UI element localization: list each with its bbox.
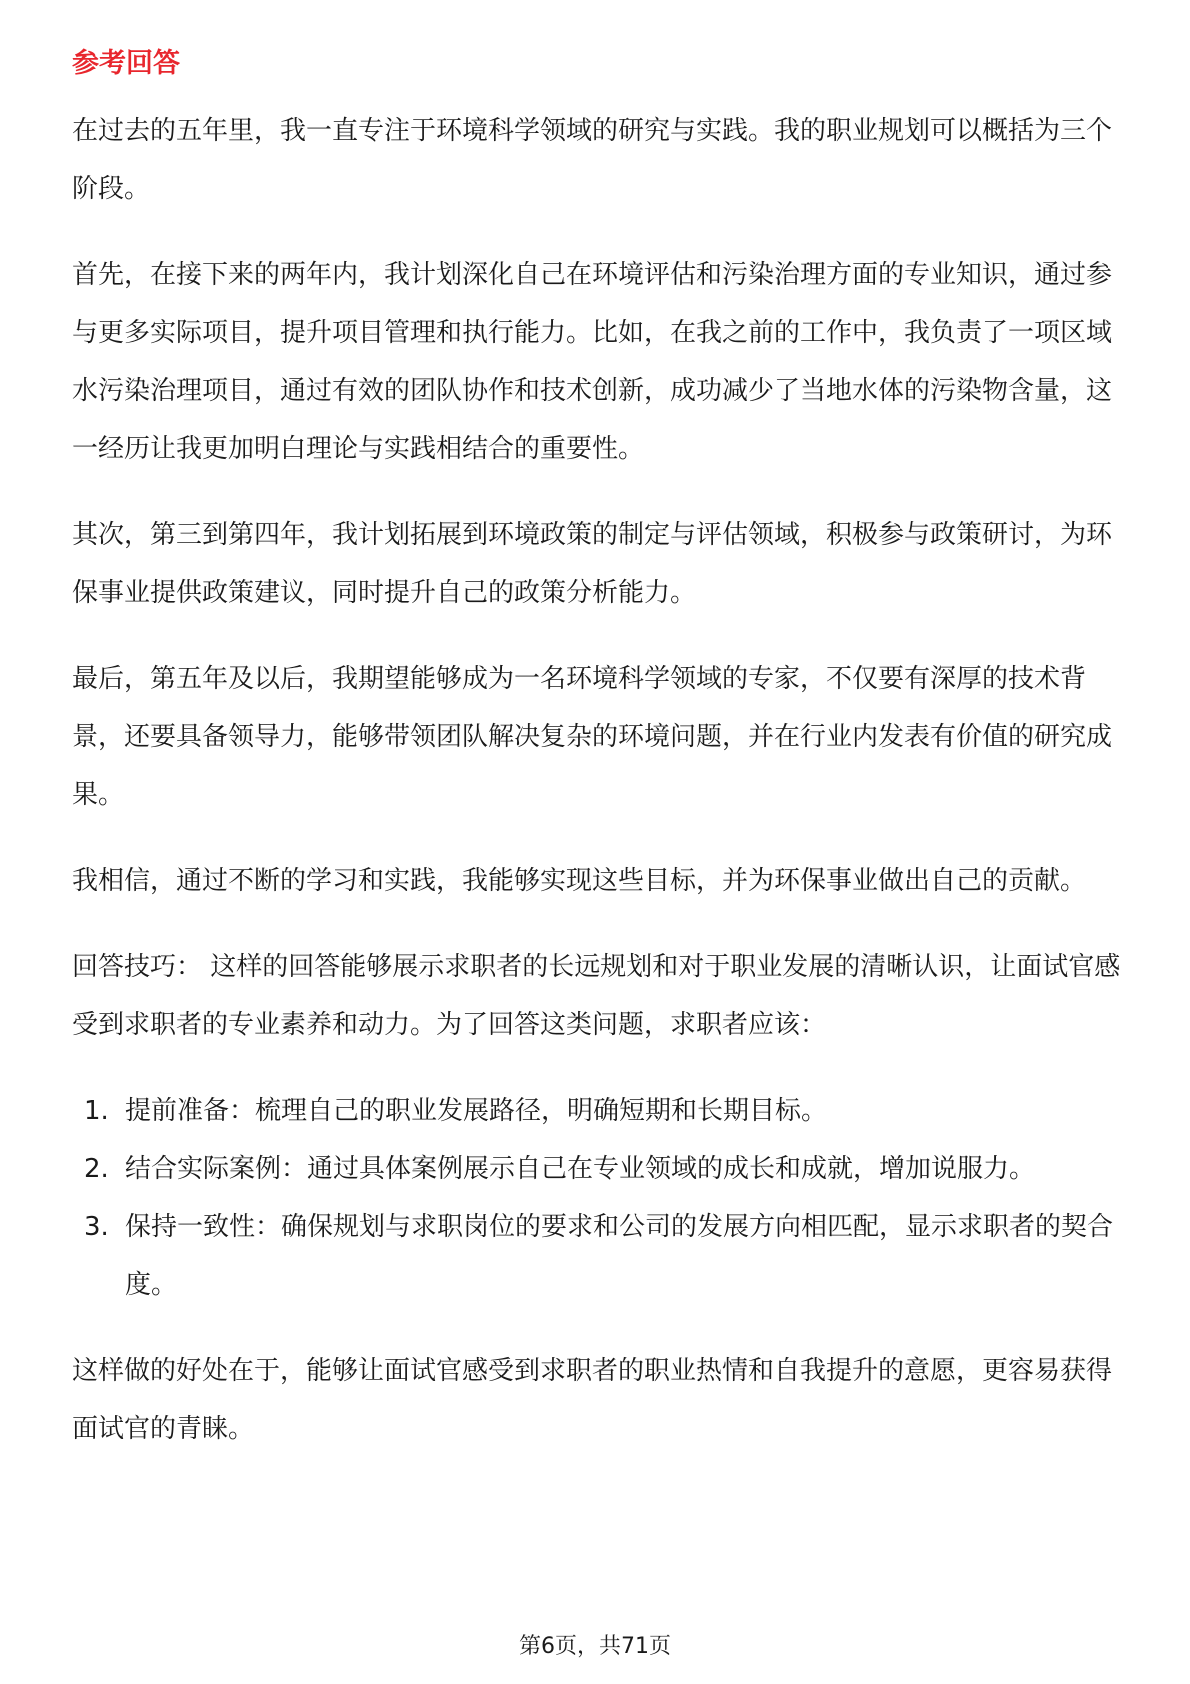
paragraph: 我相信，通过不断的学习和实践，我能够实现这些目标，并为环保事业做出自己的贡献。 (72, 866, 1087, 896)
list-number: 3. (84, 1212, 109, 1242)
tips-list (72, 1082, 1122, 1314)
list-item-text: 结合实际案例：通过具体案例展示自己在专业领域的成长和成就，增加说服力。 (125, 1154, 1036, 1184)
list-item-text: 保持一致性：确保规划与求职岗位的要求和公司的发展方向相匹配，显示求职者的契合度。 (125, 1212, 1114, 1300)
paragraph: 在过去的五年里，我一直专注于环境科学领域的研究与实践。我的职业规划可以概括为三个阶段。 (72, 116, 1113, 204)
list-number: 1. (84, 1096, 109, 1126)
list-item (72, 1082, 1122, 1140)
page-footer: 第6页，共71页 (519, 1634, 671, 1659)
paragraph: 首先，在接下来的两年内，我计划深化自己在环境评估和污染治理方面的专业知识，通过参与更多实际项目，提升项目管理和执行能力。比如，在我之前的工作中，我负责了一项区域水污染治理项目，通过有效的团队协作和技术创新，成功减少了当地水体的污染物含量，这一经历让我更加明白理论与实践相结合的重要性。 (72, 260, 1113, 464)
document-page (72, 46, 1122, 1486)
section-heading: 参考回答 (72, 48, 180, 79)
list-item-text: 提前准备：梳理自己的职业发展路径，明确短期和长期目标。 (125, 1096, 828, 1126)
answer-tip-paragraph: 回答技巧： 这样的回答能够展示求职者的长远规划和对于职业发展的清晰认识，让面试官感受到求职者的专业素养和动力。为了回答这类问题，求职者应该： (72, 952, 1121, 1040)
list-item (72, 1140, 1122, 1198)
list-number: 2. (84, 1154, 109, 1184)
list-item (72, 1198, 1122, 1314)
paragraph: 最后，第五年及以后，我期望能够成为一名环境科学领域的专家，不仅要有深厚的技术背景，还要具备领导力，能够带领团队解决复杂的环境问题，并在行业内发表有价值的研究成果。 (72, 664, 1113, 810)
closing-paragraph: 这样做的好处在于，能够让面试官感受到求职者的职业热情和自我提升的意愿，更容易获得面试官的青睐。 (72, 1356, 1113, 1444)
paragraph: 其次，第三到第四年，我计划拓展到环境政策的制定与评估领域，积极参与政策研讨，为环保事业提供政策建议，同时提升自己的政策分析能力。 (72, 520, 1113, 608)
